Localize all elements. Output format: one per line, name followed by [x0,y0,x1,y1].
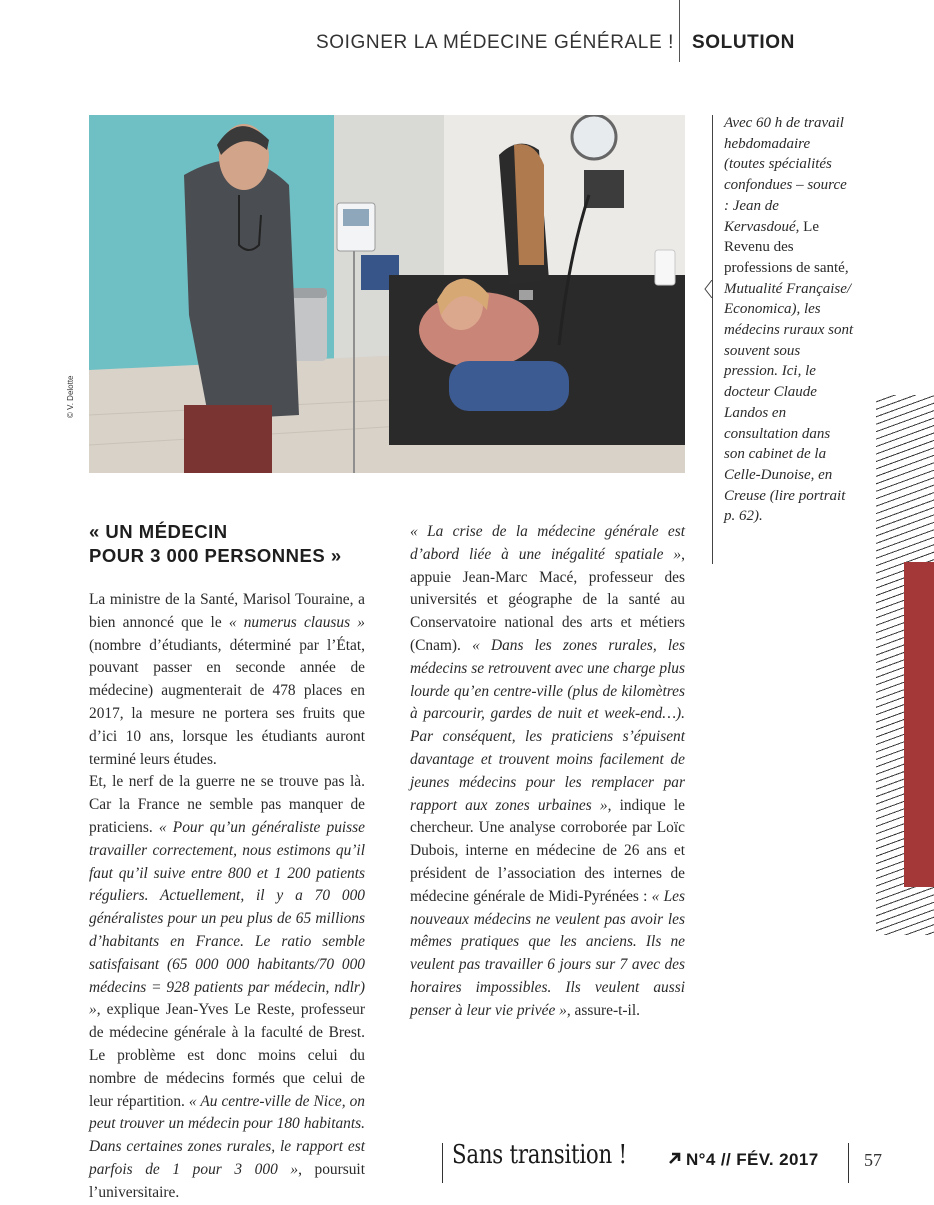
p1-quote: « numerus clausus » [228,613,365,631]
caption-title: Le Revenu des professions de santé [724,218,845,276]
header-section: SOLUTION [692,32,795,53]
p1-text: La ministre de la Santé, Marisol Touraine, a bien annoncé que le [89,591,365,631]
caption-intro: Avec 60 h de travail hebdomadaire (toutes spécialités confondues – source : Jean de Kervasdoué, [724,115,847,235]
article-column-1 [89,589,365,1205]
p3-text: , appuie Jean-Marc Macé, professeur des universités et géographe de la santé au Conservatoire national des arts et métiers (Cnam). [410,545,685,654]
paragraph-3 [410,521,685,1023]
photo-caption [724,113,854,527]
p2-text-end: , poursuit l’universitaire. [89,1160,365,1201]
header-rubric: SOIGNER LA MÉDECINE GÉNÉRALE ! [316,32,674,53]
footer-divider-2 [848,1143,849,1183]
section-heading-line1: « UN MÉDECIN [89,521,228,542]
photo-credit: © V. Delotte [66,375,75,418]
magazine-logo: Sans transition ! [452,1140,627,1170]
p2-text: Et, le nerf de la guerre ne se trouve pas là. Car la France ne semble pas manquer de praticiens. [89,773,365,836]
article-column-2 [410,521,685,1023]
p2-quote: « Pour qu’un généraliste puisse travailler correctement, nous estimons qu’il faut qu’il suive entre 800 et 1 200 patients réguliers. Actuellement, il y a 70 000 généralistes pour un peu plus de 65 millions d’habitants en France. Le ratio semble satisfaisant (65 000 000 habitants/70 000 médecins = 928 patients par médecin, ndlr) » [89,818,365,1019]
p2-text-mid: , explique Jean-Yves Le Reste, professeur de médecine générale à la faculté de Brest. Le problème est donc moins celui du nombre de médecins formés que celui de leur répartition. [89,1001,365,1110]
header-divider [679,0,680,62]
caption-rest: , Mutualité Française/ Economica), les médecins ruraux sont souvent sous pression. Ici, le docteur Claude Landos en consultation dans son cabinet de la Celle-Dunoise, en Creuse (lire portrait p. 62). [724,259,854,525]
p3-quote-2: « Dans les zones rurales, les médecins se retrouvent avec une charge plus lourde qu’en centre-ville (plus de kilomètres à parcourir, gardes de nuit et week-end…). Par conséquent, les praticiens s’épuisent davantage et trouvent moins facilement de jeunes médecins pour les remplacer par rapport aux zones urbaines » [410,636,685,814]
accent-red-bar [904,562,934,887]
section-heading [89,520,389,568]
article-photo [89,115,685,473]
caption-notch-icon [704,280,716,298]
p3-text-end: , assure-t-il. [566,1001,640,1019]
p3-quote-3: « Les nouveaux médecins ne veulent pas avoir les mêmes pratiques que les anciens. Ils ne veulent pas travailler 6 jours sur 7 avec des horaires impossibles. Ils veulent aussi penser à leur vie privée » [410,887,685,1019]
p2-quote-2: « Au centre-ville de Nice, on peut trouver un médecin pour 180 habitants. Dans certaines zones rurales, le rapport est parfois de 1 pour 3 000 » [89,1092,365,1178]
page-number: 57 [864,1150,882,1170]
caption-rule [712,115,713,564]
p3-quote: « La crise de la médecine générale est d’abord liée à une inégalité spatiale » [410,523,685,563]
footer-divider [442,1143,443,1183]
issue-label: N°4 // FÉV. 2017 [686,1150,819,1169]
p1-text-end: (nombre d’étudiants, déterminé par l’État, pouvant passer en seconde année de médecine) augmenterait de 478 places en 2017, la mesure ne portera ses fruits que d’ici 10 ans, lorsque les étudiants auront terminé leurs études. [89,636,365,768]
arrow-up-right-icon [668,1150,682,1170]
paragraph-2 [89,771,365,1204]
footer-issue [668,1150,819,1170]
paragraph-1 [89,589,365,771]
p3-text-mid: , indique le chercheur. Une analyse corroborée par Loïc Dubois, interne en médecine de 26 ans et président de l’association des internes de médecine générale de Midi-Pyrénées : [410,796,685,905]
section-heading-line2: POUR 3 000 PERSONNES » [89,545,342,566]
